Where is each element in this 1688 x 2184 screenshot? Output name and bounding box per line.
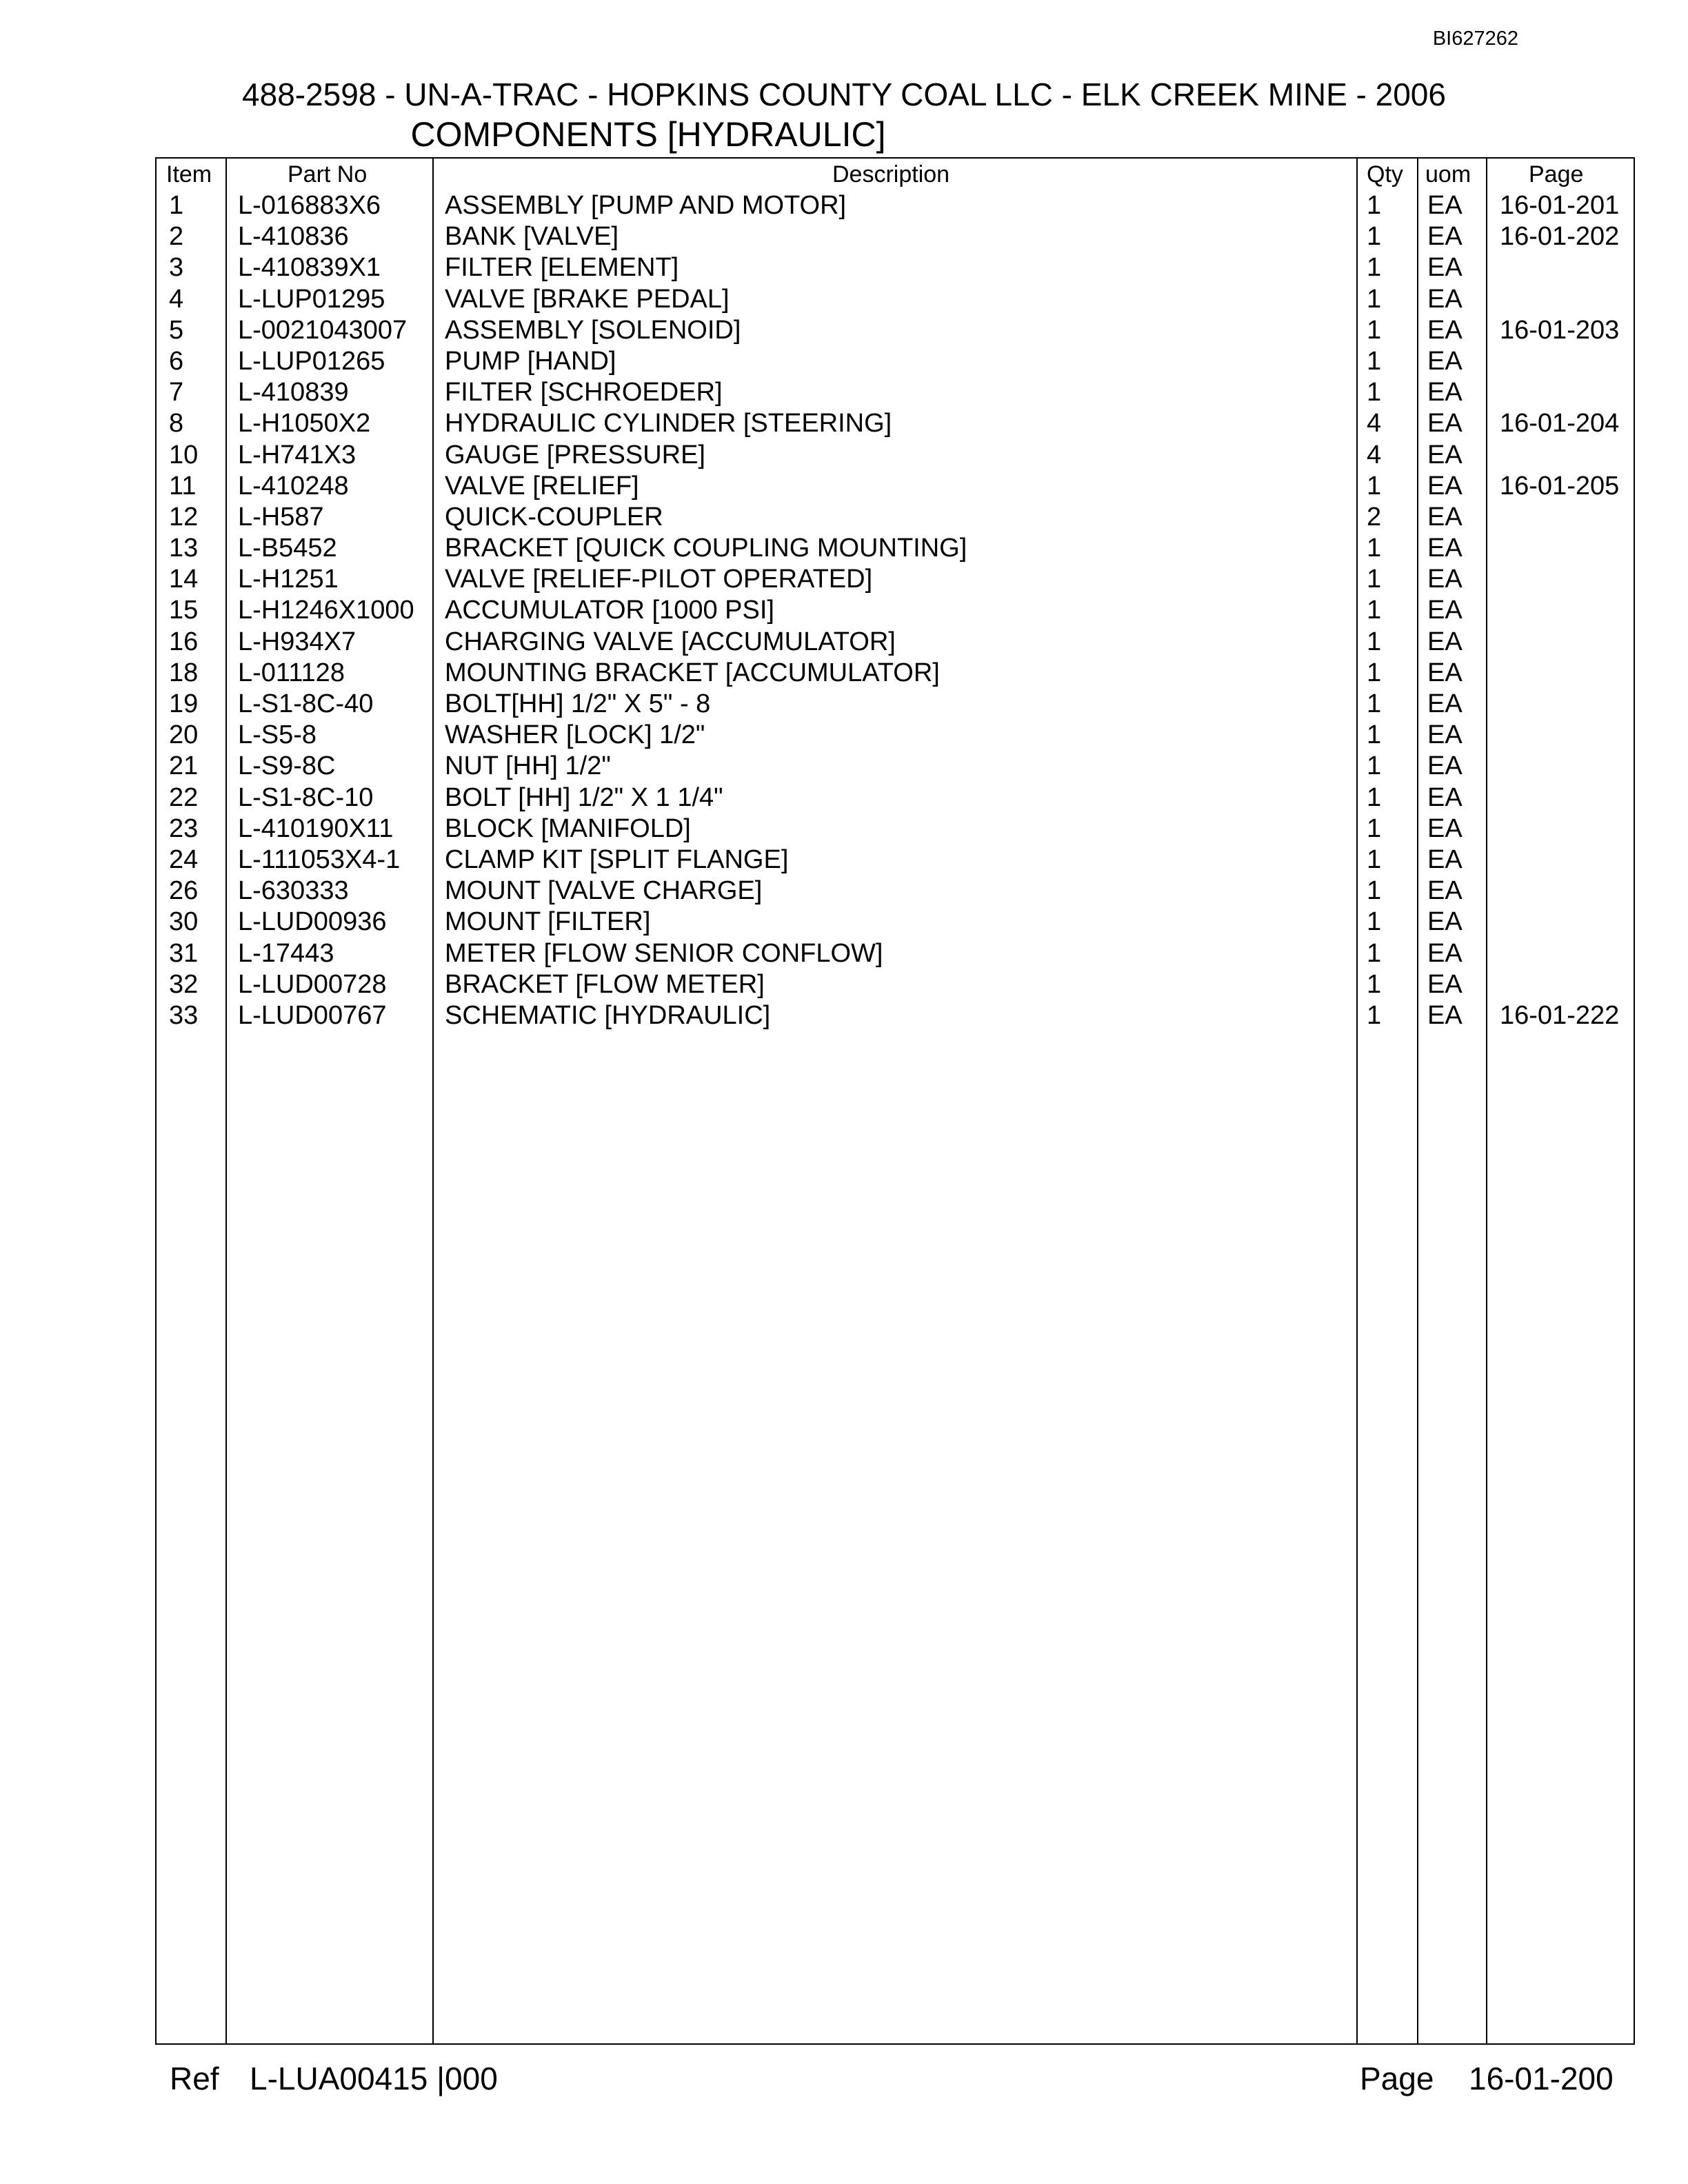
cell-description: PUMP [HAND] <box>445 346 616 376</box>
cell-qty: 1 <box>1367 222 1382 252</box>
cell-description: BOLT[HH] 1/2" X 5" - 8 <box>445 689 711 718</box>
cell-qty: 1 <box>1367 813 1382 843</box>
cell-item: 23 <box>169 813 199 843</box>
cell-item: 8 <box>169 409 184 438</box>
cell-uom: EA <box>1427 1000 1463 1030</box>
cell-description: WASHER [LOCK] 1/2" <box>445 720 705 750</box>
cell-description: CLAMP KIT [SPLIT FLANGE] <box>445 845 789 874</box>
cell-qty: 1 <box>1367 565 1382 594</box>
cell-qty: 1 <box>1367 284 1382 314</box>
cell-item: 32 <box>169 969 199 999</box>
cell-qty: 1 <box>1367 938 1382 968</box>
cell-part-no: L-H741X3 <box>238 440 356 469</box>
cell-qty: 4 <box>1367 440 1382 469</box>
cell-qty: 1 <box>1367 253 1382 283</box>
page-title: 488-2598 - UN-A-TRAC - HOPKINS COUNTY COAL LLC - ELK CREEK MINE - 2006 <box>242 77 1446 112</box>
cell-qty: 1 <box>1367 689 1382 718</box>
table-row <box>157 782 1634 813</box>
cell-uom: EA <box>1427 627 1463 656</box>
cell-uom: EA <box>1427 191 1463 220</box>
table-row <box>157 969 1634 1000</box>
cell-part-no: L-LUD00728 <box>238 969 387 999</box>
cell-item: 1 <box>169 191 184 220</box>
cell-uom: EA <box>1427 720 1463 750</box>
cell-qty: 1 <box>1367 969 1382 999</box>
header-page: Page <box>1529 161 1584 188</box>
cell-part-no: L-S9-8C <box>238 751 336 781</box>
cell-description: FILTER [SCHROEDER] <box>445 378 723 407</box>
cell-page: 16-01-202 <box>1500 222 1620 252</box>
cell-item: 4 <box>169 284 184 314</box>
cell-uom: EA <box>1427 938 1463 968</box>
cell-uom: EA <box>1427 222 1463 252</box>
cell-item: 6 <box>169 346 184 376</box>
header-item: Item <box>166 161 212 188</box>
cell-uom: EA <box>1427 689 1463 718</box>
cell-item: 12 <box>169 502 199 532</box>
cell-qty: 1 <box>1367 720 1382 750</box>
cell-qty: 1 <box>1367 845 1382 874</box>
cell-item: 18 <box>169 658 199 687</box>
cell-description: MOUNT [VALVE CHARGE] <box>445 876 763 906</box>
table-row <box>157 408 1634 439</box>
cell-uom: EA <box>1427 751 1463 781</box>
table-row <box>157 938 1634 969</box>
cell-qty: 1 <box>1367 782 1382 812</box>
cell-part-no: L-B5452 <box>238 534 337 563</box>
cell-part-no: L-410248 <box>238 471 349 501</box>
table-row <box>157 564 1634 595</box>
cell-qty: 1 <box>1367 627 1382 656</box>
table-row <box>157 190 1634 221</box>
cell-description: BANK [VALVE] <box>445 222 619 252</box>
cell-uom: EA <box>1427 534 1463 563</box>
cell-qty: 1 <box>1367 471 1382 501</box>
cell-item: 5 <box>169 315 184 345</box>
cell-item: 21 <box>169 751 199 781</box>
cell-part-no: L-630333 <box>238 876 349 906</box>
cell-description: VALVE [RELIEF-PILOT OPERATED] <box>445 565 873 594</box>
cell-item: 19 <box>169 689 199 718</box>
cell-part-no: L-410839 <box>238 378 349 407</box>
table-row <box>157 720 1634 751</box>
footer-ref-label: Ref <box>170 2061 219 2096</box>
cell-qty: 1 <box>1367 378 1382 407</box>
cell-item: 33 <box>169 1000 199 1030</box>
cell-description: SCHEMATIC [HYDRAULIC] <box>445 1000 771 1030</box>
table-row <box>157 907 1634 938</box>
cell-item: 2 <box>169 222 184 252</box>
cell-uom: EA <box>1427 409 1463 438</box>
cell-item: 22 <box>169 782 199 812</box>
table-row <box>157 1000 1634 1031</box>
cell-uom: EA <box>1427 502 1463 532</box>
cell-uom: EA <box>1427 284 1463 314</box>
cell-uom: EA <box>1427 969 1463 999</box>
cell-description: FILTER [ELEMENT] <box>445 253 679 283</box>
footer-page-label: Page <box>1360 2061 1434 2096</box>
cell-item: 30 <box>169 907 199 937</box>
cell-description: BOLT [HH] 1/2" X 1 1/4" <box>445 782 723 812</box>
cell-part-no: L-H934X7 <box>238 627 356 656</box>
table-row <box>157 471 1634 502</box>
cell-page: 16-01-204 <box>1500 409 1620 438</box>
cell-qty: 1 <box>1367 191 1382 220</box>
cell-qty: 2 <box>1367 502 1382 532</box>
cell-uom: EA <box>1427 658 1463 687</box>
cell-description: ASSEMBLY [SOLENOID] <box>445 315 741 345</box>
cell-item: 15 <box>169 596 199 625</box>
cell-qty: 4 <box>1367 409 1382 438</box>
table-row <box>157 346 1634 377</box>
cell-qty: 1 <box>1367 315 1382 345</box>
cell-page: 16-01-201 <box>1500 191 1620 220</box>
table-row <box>157 284 1634 315</box>
footer-ref-value: L-LUA00415 |000 <box>250 2061 498 2096</box>
cell-part-no: L-S1-8C-40 <box>238 689 374 718</box>
cell-uom: EA <box>1427 440 1463 469</box>
table-row <box>157 315 1634 346</box>
cell-qty: 1 <box>1367 751 1382 781</box>
cell-description: ASSEMBLY [PUMP AND MOTOR] <box>445 191 847 220</box>
cell-qty: 1 <box>1367 596 1382 625</box>
cell-part-no: L-LUP01295 <box>238 284 385 314</box>
header-description: Description <box>832 161 950 188</box>
cell-item: 3 <box>169 253 184 283</box>
table-row <box>157 845 1634 876</box>
cell-item: 24 <box>169 845 199 874</box>
cell-qty: 1 <box>1367 658 1382 687</box>
cell-part-no: L-S1-8C-10 <box>238 782 374 812</box>
table-row <box>157 876 1634 907</box>
cell-part-no: L-17443 <box>238 938 334 968</box>
cell-description: GAUGE [PRESSURE] <box>445 440 705 469</box>
cell-uom: EA <box>1427 876 1463 906</box>
cell-item: 20 <box>169 720 199 750</box>
cell-part-no: L-016883X6 <box>238 191 381 220</box>
cell-description: HYDRAULIC CYLINDER [STEERING] <box>445 409 892 438</box>
page-subtitle: COMPONENTS [HYDRAULIC] <box>410 115 886 154</box>
table-row <box>157 689 1634 720</box>
cell-qty: 1 <box>1367 346 1382 376</box>
cell-part-no: L-410836 <box>238 222 349 252</box>
cell-uom: EA <box>1427 253 1463 283</box>
cell-description: QUICK-COUPLER <box>445 502 663 532</box>
cell-part-no: L-111053X4-1 <box>238 845 401 874</box>
header-qty: Qty <box>1367 161 1403 188</box>
cell-part-no: L-H587 <box>238 502 324 532</box>
table-row <box>157 627 1634 658</box>
table-body <box>157 190 1634 1031</box>
cell-part-no: L-H1251 <box>238 565 339 594</box>
cell-uom: EA <box>1427 907 1463 937</box>
cell-description: BRACKET [QUICK COUPLING MOUNTING] <box>445 534 967 563</box>
cell-part-no: L-H1050X2 <box>238 409 371 438</box>
cell-item: 31 <box>169 938 199 968</box>
cell-description: BRACKET [FLOW METER] <box>445 969 765 999</box>
table-row <box>157 221 1634 252</box>
cell-item: 7 <box>169 378 184 407</box>
table-row <box>157 658 1634 689</box>
cell-item: 13 <box>169 534 199 563</box>
table-row <box>157 595 1634 626</box>
cell-description: VALVE [BRAKE PEDAL] <box>445 284 730 314</box>
cell-part-no: L-LUP01265 <box>238 346 385 376</box>
cell-uom: EA <box>1427 596 1463 625</box>
cell-uom: EA <box>1427 782 1463 812</box>
table-row <box>157 252 1634 283</box>
table-row <box>157 502 1634 533</box>
cell-part-no: L-410190X11 <box>238 813 394 843</box>
cell-description: NUT [HH] 1/2" <box>445 751 611 781</box>
cell-uom: EA <box>1427 845 1463 874</box>
cell-item: 16 <box>169 627 199 656</box>
header-uom: uom <box>1425 161 1471 188</box>
document-id: BI627262 <box>1432 28 1518 50</box>
cell-page: 16-01-222 <box>1500 1000 1620 1030</box>
cell-part-no: L-0021043007 <box>238 315 408 345</box>
table-row <box>157 751 1634 782</box>
table-row <box>157 440 1634 471</box>
cell-uom: EA <box>1427 346 1463 376</box>
cell-qty: 1 <box>1367 534 1382 563</box>
cell-uom: EA <box>1427 315 1463 345</box>
table-row <box>157 377 1634 408</box>
parts-table <box>155 157 1635 2045</box>
cell-part-no: L-410839X1 <box>238 253 381 283</box>
cell-uom: EA <box>1427 471 1463 501</box>
cell-item: 14 <box>169 565 199 594</box>
cell-description: BLOCK [MANIFOLD] <box>445 813 691 843</box>
cell-part-no: L-LUD00767 <box>238 1000 387 1030</box>
cell-qty: 1 <box>1367 876 1382 906</box>
cell-part-no: L-011128 <box>238 658 345 687</box>
cell-description: MOUNTING BRACKET [ACCUMULATOR] <box>445 658 940 687</box>
cell-description: ACCUMULATOR [1000 PSI] <box>445 596 774 625</box>
cell-page: 16-01-205 <box>1500 471 1620 501</box>
cell-description: MOUNT [FILTER] <box>445 907 651 937</box>
cell-part-no: L-LUD00936 <box>238 907 387 937</box>
cell-qty: 1 <box>1367 1000 1382 1030</box>
footer-page-value: 16-01-200 <box>1469 2061 1614 2096</box>
cell-uom: EA <box>1427 565 1463 594</box>
cell-uom: EA <box>1427 813 1463 843</box>
cell-description: METER [FLOW SENIOR CONFLOW] <box>445 938 883 968</box>
cell-uom: EA <box>1427 378 1463 407</box>
cell-item: 11 <box>169 471 197 501</box>
cell-part-no: L-S5-8 <box>238 720 317 750</box>
table-row <box>157 533 1634 564</box>
cell-qty: 1 <box>1367 907 1382 937</box>
cell-item: 26 <box>169 876 199 906</box>
cell-item: 10 <box>169 440 199 469</box>
cell-part-no: L-H1246X1000 <box>238 596 414 625</box>
cell-description: VALVE [RELIEF] <box>445 471 639 501</box>
table-row <box>157 813 1634 845</box>
cell-page: 16-01-203 <box>1500 315 1620 345</box>
cell-description: CHARGING VALVE [ACCUMULATOR] <box>445 627 896 656</box>
header-part-no: Part No <box>288 161 368 188</box>
